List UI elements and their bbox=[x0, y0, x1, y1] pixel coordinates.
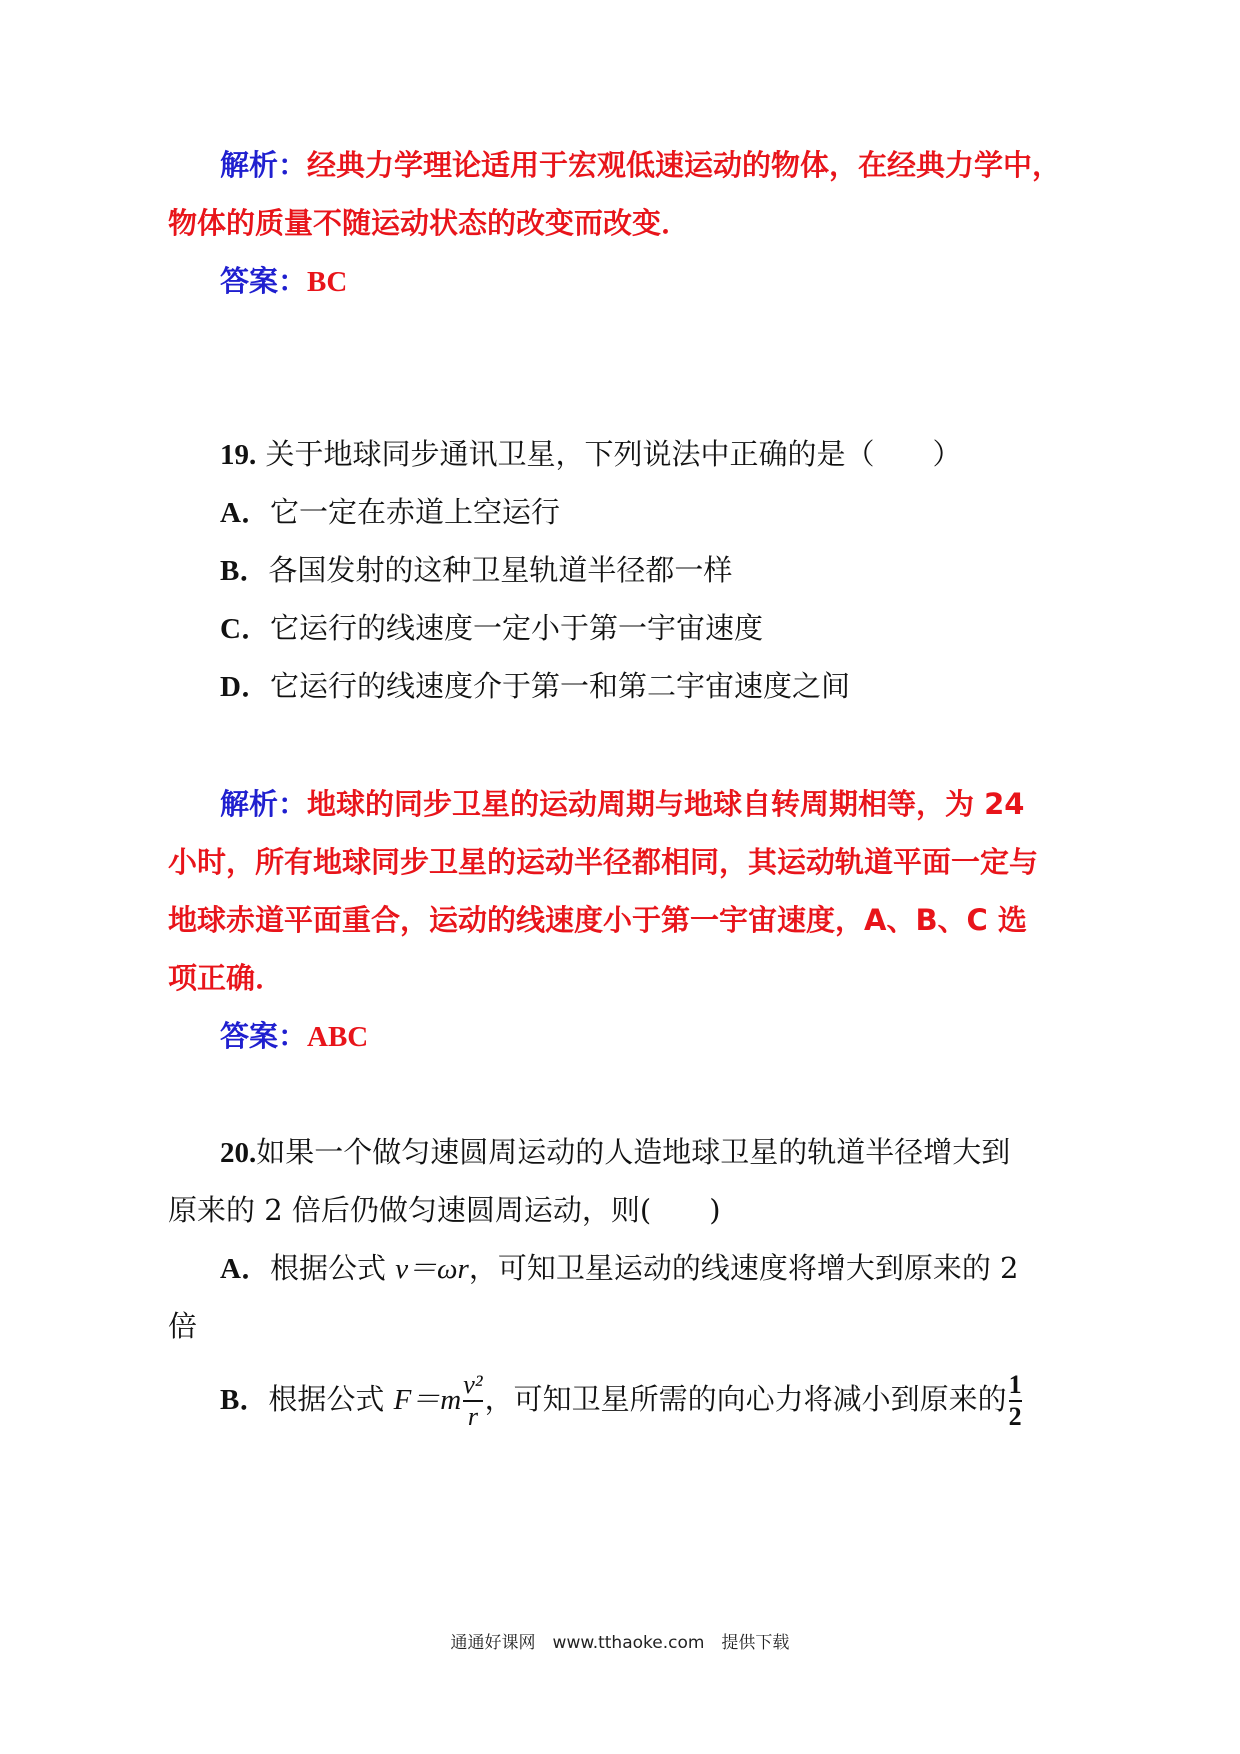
answer-19 bbox=[220, 1016, 368, 1057]
question-number: 19. bbox=[220, 439, 257, 471]
analysis-text: 经典力学理论适用于宏观低速运动的物体，在经典力学中， bbox=[307, 148, 1062, 182]
question-text: 关于地球同步通讯卫星，下列说法中正确的是（ ） bbox=[265, 437, 962, 471]
answer-label: 答案： bbox=[220, 264, 308, 298]
answer-18 bbox=[220, 261, 347, 302]
question-text: 如果一个做匀速圆周运动的人造地球卫星的轨道半径增大到 bbox=[256, 1135, 1011, 1169]
answer-value: BC bbox=[307, 266, 348, 298]
q20-option-a bbox=[220, 1248, 1019, 1289]
page-footer: 通通好课网 www.tthaoke.com 提供下载 bbox=[450, 1633, 790, 1653]
option-letter: C． bbox=[220, 613, 270, 645]
option-text: 根据公式 bbox=[269, 1251, 386, 1285]
analysis-19-line3: 地球赤道平面重合，运动的线速度小于第一宇宙速度，A、B、C 选 bbox=[168, 903, 1027, 937]
analysis-19-line1 bbox=[220, 784, 1024, 824]
answer-value: ABC bbox=[307, 1021, 369, 1053]
question-number: 20. bbox=[220, 1137, 257, 1169]
option-letter: A． bbox=[220, 1253, 270, 1285]
answer-label: 答案： bbox=[220, 1019, 308, 1053]
option-letter: A． bbox=[220, 497, 270, 529]
option-letter: B． bbox=[220, 1384, 269, 1416]
option-text: 各国发射的这种卫星轨道半径都一样 bbox=[268, 553, 733, 587]
analysis-19-line2: 小时，所有地球同步卫星的运动半径都相同，其运动轨道平面一定与 bbox=[168, 845, 1039, 879]
option-c bbox=[220, 608, 763, 649]
analysis-label: 解析： bbox=[220, 148, 308, 182]
question-19-stem bbox=[220, 434, 961, 475]
question-20-stem-line1 bbox=[220, 1132, 1010, 1173]
option-d bbox=[220, 666, 850, 707]
option-text: 它运行的线速度一定小于第一宇宙速度 bbox=[269, 611, 763, 645]
q20-option-b bbox=[220, 1364, 1024, 1435]
option-a bbox=[220, 492, 560, 533]
option-b bbox=[220, 550, 732, 591]
analysis-text: 地球的同步卫星的运动周期与地球自转周期相等，为 24 bbox=[307, 787, 1025, 821]
question-20-stem-line2: 原来的 2 倍后仍做匀速圆周运动，则( ) bbox=[168, 1193, 721, 1227]
option-text: 它运行的线速度介于第一和第二宇宙速度之间 bbox=[269, 669, 850, 703]
formula: v＝ωr bbox=[395, 1253, 469, 1285]
q20-option-a-cont: 倍 bbox=[168, 1309, 198, 1343]
fraction-one-half bbox=[1009, 1372, 1022, 1430]
fraction-v2-over-r bbox=[463, 1372, 482, 1430]
fraction-denominator: r bbox=[467, 1402, 478, 1431]
analysis-18-line2: 物体的质量不随运动状态的改变而改变． bbox=[168, 206, 691, 240]
option-text: 它一定在赤道上空运行 bbox=[269, 495, 560, 529]
option-letter: B． bbox=[220, 555, 269, 587]
option-text: ，可知卫星运动的线速度将增大到原来的 2 bbox=[468, 1251, 1019, 1285]
option-text: ，可知卫星所需的向心力将减小到原来的 bbox=[484, 1382, 1007, 1416]
option-text: 根据公式 bbox=[268, 1382, 385, 1416]
formula: F＝m bbox=[393, 1384, 462, 1416]
analysis-18-line1 bbox=[220, 145, 1061, 185]
fraction-numerator: v² bbox=[463, 1370, 483, 1399]
fraction-denominator: 2 bbox=[1008, 1402, 1022, 1431]
fraction-numerator: 1 bbox=[1008, 1370, 1022, 1399]
option-letter: D． bbox=[220, 671, 270, 703]
analysis-19-line4: 项正确． bbox=[168, 961, 285, 995]
analysis-label: 解析： bbox=[220, 787, 308, 821]
